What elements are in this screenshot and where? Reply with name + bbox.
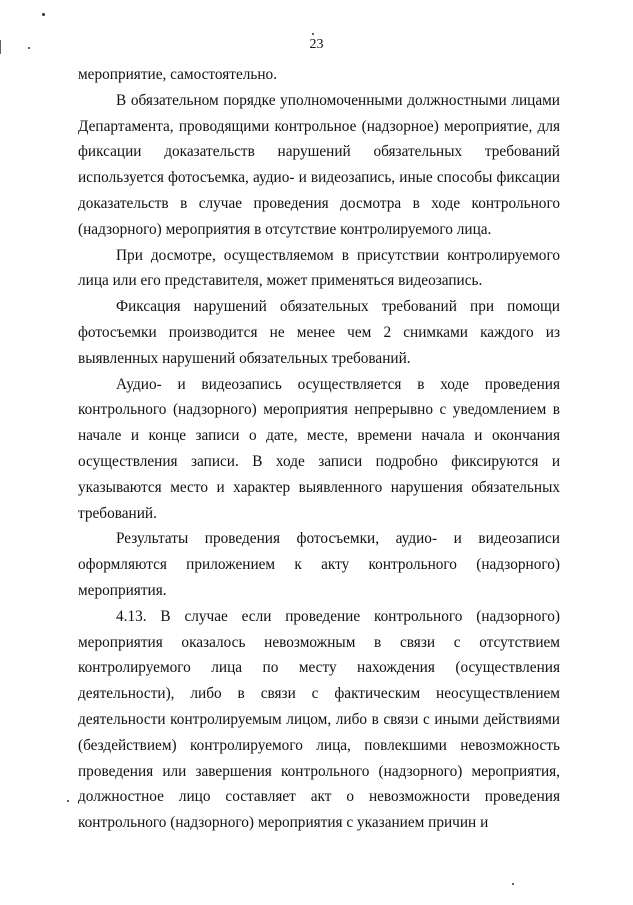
- scan-speck: [512, 883, 514, 885]
- paragraph: Аудио- и видеозапись осуществляется в ходе проведения контрольного (надзорного) мероприятия непрерывно с уведомлением в начале и конце записи о дате, месте, времени начала и окончания осуществления записи. В ходе записи подробно фиксируются и указываются место и характер выявленного нарушения обязательных требований.: [78, 375, 560, 522]
- scan-speck: [312, 33, 314, 35]
- scan-speck: [67, 800, 69, 802]
- paragraph: Фиксация нарушений обязательных требований при помощи фотосъемки производится не менее чем 2 снимками каждого из выявленных нарушений обязательных требований.: [78, 298, 560, 367]
- scan-speck: [42, 13, 45, 16]
- paragraph: Результаты проведения фотосъемки, аудио- и видеозаписи оформляются приложением к акту контрольного (надзорного) мероприятия.: [78, 530, 560, 599]
- paragraph-section-4-13: 4.13. В случае если проведение контрольного (надзорного) мероприятия оказалось невозможным в связи с отсутствием контролируемого лица по месту нахождения (осуществления деятельности), либо в связи с фактическим неосуществлением деятельности контролируемым лицом, либо в связи с иными действиями (бездействием) контролируемого лица, повлекшими невозможность проведения или завершения контрольного (надзорного) мероприятия, должностное лицо составляет акт о невозможности проведения контрольного (надзорного) мероприятия с указанием причин и: [78, 607, 560, 832]
- document-body: [78, 62, 560, 836]
- paragraph: В обязательном порядке уполномоченными должностными лицами Департамента, проводящими контрольное (надзорное) мероприятие, для фиксации доказательств нарушений обязательных требований используется фотосъемка, аудио- и видеозапись, иные способы фиксации доказательств в случае проведения досмотра в ходе контрольного (надзорного) мероприятия в отсутствие контролируемого лица.: [78, 91, 560, 238]
- paragraph-continuation: мероприятие, самостоятельно.: [78, 66, 278, 83]
- page-number: 23: [309, 37, 324, 52]
- paragraph: При досмотре, осуществляемом в присутствии контролируемого лица или его представителя, может применяться видеозапись.: [78, 246, 560, 290]
